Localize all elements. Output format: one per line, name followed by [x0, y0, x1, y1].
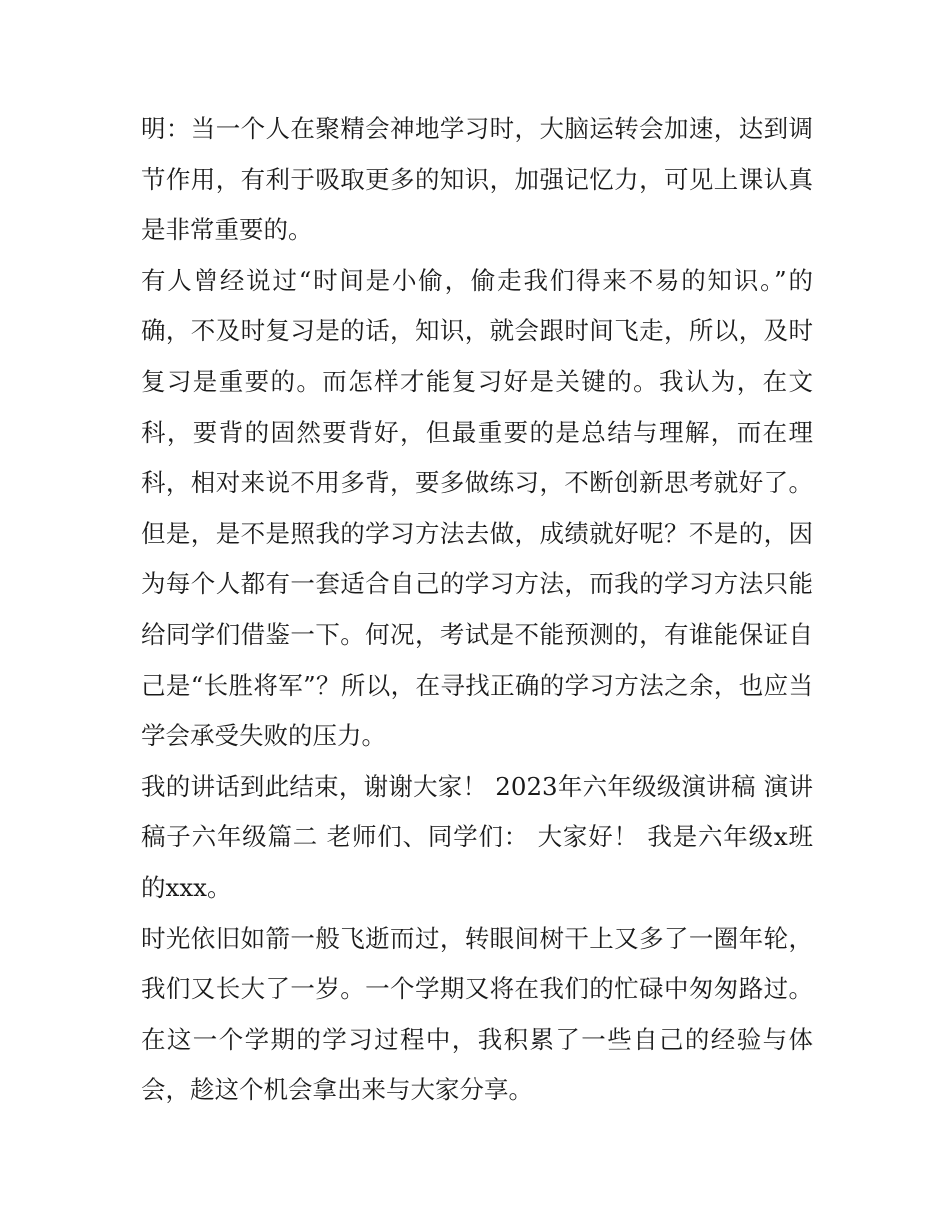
- document-body: [141, 104, 813, 1116]
- paragraph-study-focus: 明：当一个人在聚精会神地学习时，大脑运转会加速，达到调节作用，有利于吸取更多的知识，加强记忆力，可见上课认真是非常重要的。: [141, 114, 813, 245]
- paragraph-speech-transition: 我的讲话到此结束，谢谢大家！ 2023年六年级级演讲稿 演讲稿子六年级篇二 老师们、同学们： 大家好！ 我是六年级x班的xxx。: [141, 771, 813, 902]
- paragraph-semester-intro: 时光依旧如箭一般飞逝而过，转眼间树干上又多了一圈年轮，我们又长大了一岁。一个学期又将在我们的忙碌中匆匆路过。在这一个学期的学习过程中，我积累了一些自己的经验与体会，趁这个机会拿出来与大家分享。: [141, 923, 813, 1105]
- paragraph-review-methods: 有人曾经说过“时间是小偷，偷走我们得来不易的知识。”的确，不及时复习是的话，知识，就会跟时间飞走，所以，及时复习是重要的。而怎样才能复习好是关键的。我认为，在文科，要背的固然要背好，但最重要的是总结与理解，而在理科，相对来说不用多背，要多做练习，不断创新思考就好了。但是，是不是照我的学习方法去做，成绩就好呢？不是的，因为每个人都有一套适合自己的学习方法，而我的学习方法只能给同学们借鉴一下。何况，考试是不能预测的，有谁能保证自己是“长胜将军”？所以，在寻找正确的学习方法之余，也应当学会承受失败的压力。: [141, 265, 813, 751]
